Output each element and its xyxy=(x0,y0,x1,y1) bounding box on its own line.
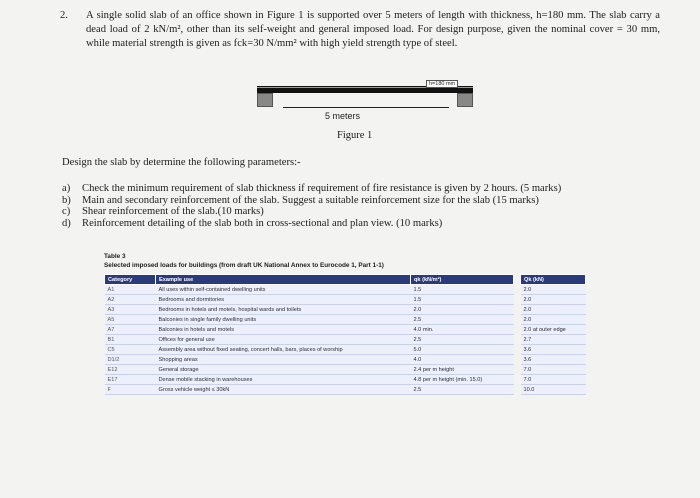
cell-category: A1 xyxy=(105,285,156,295)
figure-caption: Figure 1 xyxy=(337,130,373,141)
cell-example-use: Bedrooms in hotels and motels, hospital wards and toilets xyxy=(156,305,411,315)
table-row xyxy=(105,325,586,335)
design-intro: Design the slab by determine the following parameters:- xyxy=(62,157,301,168)
cell-example-use: Balconies in single family dwelling units xyxy=(156,315,411,325)
table-title: Table 3 xyxy=(104,253,126,260)
cell-Qk: 7.0 xyxy=(521,365,586,375)
table-row xyxy=(105,375,586,385)
table-row xyxy=(105,385,586,395)
cell-example-use: Assembly area without fixed seating, concert halls, bars, places of worship xyxy=(156,345,411,355)
cell-qk: 2.0 xyxy=(411,305,514,315)
part-c: c) Shear reinforcement of the slab.(10 marks) xyxy=(62,206,264,217)
cell-category: A2 xyxy=(105,295,156,305)
cell-category: D1/2 xyxy=(105,355,156,365)
cell-qk: 2.5 xyxy=(411,335,514,345)
cell-example-use: General storage xyxy=(156,365,411,375)
cell-qk: 1.5 xyxy=(411,285,514,295)
cell-Qk: 2.0 xyxy=(521,305,586,315)
cell-example-use: Gross vehicle weight ≤ 30kN xyxy=(156,385,411,395)
table-row xyxy=(105,295,586,305)
table-row xyxy=(105,345,586,355)
cell-Qk: 2.0 xyxy=(521,315,586,325)
cell-example-use: Shopping areas xyxy=(156,355,411,365)
cell-qk: 4.0 xyxy=(411,355,514,365)
cell-Qk: 3.6 xyxy=(521,355,586,365)
header-category: Category xyxy=(105,275,156,285)
cell-category: A5 xyxy=(105,315,156,325)
header-Qk: Qk (kN) xyxy=(521,275,586,285)
thickness-label: h=180 mm xyxy=(426,80,458,88)
cell-category: E12 xyxy=(105,365,156,375)
cell-Qk: 7.0 xyxy=(521,375,586,385)
imposed-loads-table xyxy=(104,274,586,395)
table-row xyxy=(105,305,586,315)
table-row xyxy=(105,315,586,325)
cell-qk: 2.5 xyxy=(411,315,514,325)
question-number: 2. xyxy=(60,10,68,21)
span-dimension-line xyxy=(283,107,449,108)
cell-category: A3 xyxy=(105,305,156,315)
cell-category: C5 xyxy=(105,345,156,355)
cell-qk: 4.0 min. xyxy=(411,325,514,335)
cell-Qk: 2.0 at outer edge xyxy=(521,325,586,335)
header-example-use: Example use xyxy=(156,275,411,285)
table-row xyxy=(105,355,586,365)
cell-example-use: All uses within self-contained dwelling units xyxy=(156,285,411,295)
cell-category: F xyxy=(105,385,156,395)
parts-list xyxy=(62,183,561,229)
span-label: 5 meters xyxy=(325,111,361,121)
question-block xyxy=(60,9,660,52)
cell-qk: 1.5 xyxy=(411,295,514,305)
cell-Qk: 2.7 xyxy=(521,335,586,345)
left-support xyxy=(257,93,273,107)
right-support xyxy=(457,93,473,107)
table-row xyxy=(105,285,586,295)
cell-category: E17 xyxy=(105,375,156,385)
table-row xyxy=(105,365,586,375)
cell-example-use: Balconies in hotels and motels xyxy=(156,325,411,335)
cell-qk: 2.5 xyxy=(411,385,514,395)
cell-category: B1 xyxy=(105,335,156,345)
cell-qk: 5.0 xyxy=(411,345,514,355)
cell-qk: 2.4 per m height xyxy=(411,365,514,375)
table-caption xyxy=(104,253,384,270)
cell-Qk: 2.0 xyxy=(521,295,586,305)
part-d: d) Reinforcement detailing of the slab both in cross-sectional and plan view. (10 marks) xyxy=(62,217,443,229)
part-a: a) Check the minimum requirement of slab thickness if requirement of fire resistance is given by 2 hours. (5 marks) xyxy=(62,183,562,194)
cell-Qk: 2.0 xyxy=(521,285,586,295)
part-b: b) Main and secondary reinforcement of the slab. Suggest a suitable reinforcement size for the slab (15 marks) xyxy=(62,194,539,206)
table-row xyxy=(105,335,586,345)
header-qk: qk (kN/m²) xyxy=(411,275,514,285)
table-header-row xyxy=(105,275,586,285)
cell-example-use: Offices for general use xyxy=(156,335,411,345)
cell-qk: 4.8 per m height (min. 15.0) xyxy=(411,375,514,385)
cell-Qk: 3.6 xyxy=(521,345,586,355)
cell-example-use: Dense mobile stacking in warehouses xyxy=(156,375,411,385)
question-text: A single solid slab of an office shown in Figure 1 is supported over 5 meters of length with thickness, h=180 mm. The slab carry a dead load of 2 kN/m², other than its self-weight and general imposed load. For design purpose, given the nominal cover = 30 mm, while material strength is given as fck=30 N/mm² with high yield strength type of steel. xyxy=(86,10,660,50)
cell-category: A7 xyxy=(105,325,156,335)
table-subtitle: Selected imposed loads for buildings (from draft UK National Annex to Eurocode 1, Part 1-1) xyxy=(104,261,384,269)
cell-Qk: 10.0 xyxy=(521,385,586,395)
cell-example-use: Bedrooms and dormitories xyxy=(156,295,411,305)
